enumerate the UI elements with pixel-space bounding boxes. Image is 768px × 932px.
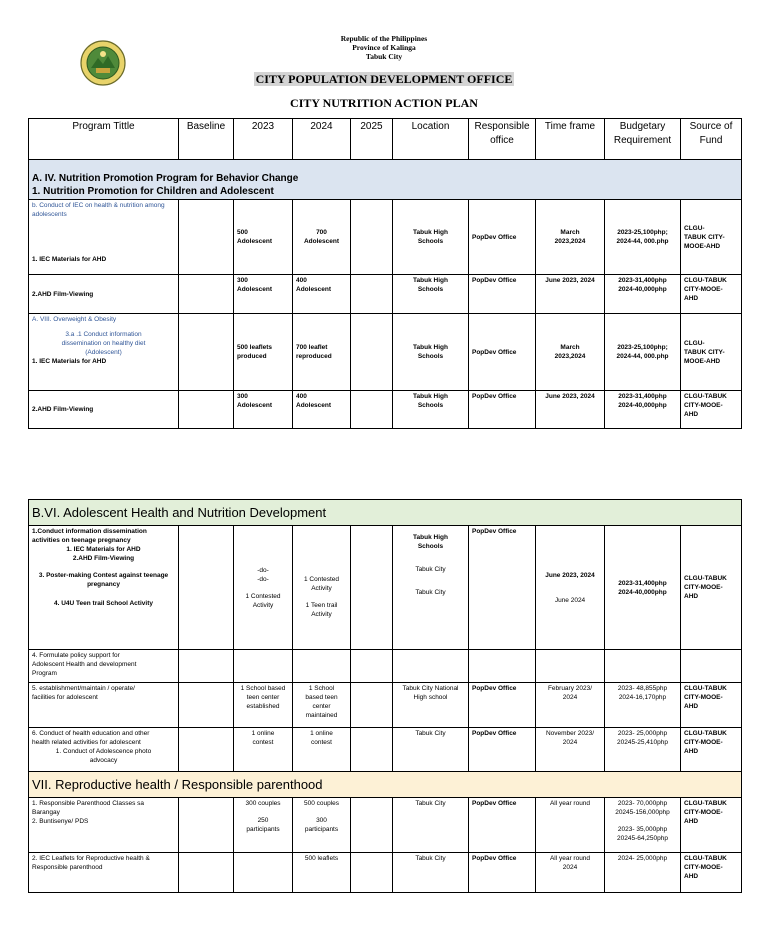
budget-cell — [605, 526, 681, 650]
budget-cell — [605, 798, 681, 853]
time-cell — [536, 526, 605, 650]
v: CLGU- — [684, 339, 705, 347]
section-a-line1: A. IV. Nutrition Promotion Program for Behavior Change — [32, 173, 299, 184]
v: Tabuk High — [413, 393, 448, 400]
v: February 2023/ — [547, 685, 593, 692]
v: CITY-MOOE- — [684, 286, 723, 293]
v: 2023-25,100php; — [617, 229, 668, 236]
v: AHD — [684, 703, 699, 710]
v: 300 — [316, 817, 327, 824]
v: Tabuk City National — [402, 685, 459, 692]
program-sub: b. Conduct of IEC on health & nutrition among adolescents — [32, 202, 165, 218]
v: AHD — [684, 411, 699, 418]
y2025-cell — [351, 200, 393, 275]
v: MOOE-AHD — [684, 242, 721, 250]
v: Responsible parenthood — [32, 864, 103, 871]
v: Schools — [417, 402, 444, 409]
time-cell: June 2023, 2024 — [536, 275, 605, 314]
office-cell: PopDev Office — [469, 526, 536, 650]
v: Adolescent — [296, 402, 332, 409]
v: maintained — [305, 712, 338, 719]
v: 2024-44, 000.php — [616, 238, 669, 245]
y2025-cell — [351, 314, 393, 391]
v: 250 — [257, 817, 269, 824]
location-cell — [393, 650, 469, 683]
baseline-cell — [179, 200, 234, 275]
table-row — [29, 200, 742, 275]
v: AHD — [684, 593, 699, 600]
v: 500 leaflets — [237, 344, 273, 351]
y2023-cell — [234, 853, 293, 893]
location-cell — [393, 683, 469, 728]
v: 5. establishment/maintain / operate/ — [32, 685, 135, 692]
baseline-cell — [179, 798, 234, 853]
v: Tabuk City — [415, 566, 446, 573]
v: November 2023/ — [545, 730, 595, 737]
v: March — [560, 229, 580, 236]
v: June 2023, 2024 — [545, 571, 595, 579]
col-2025: 2025 — [351, 119, 393, 160]
program-cell — [29, 683, 179, 728]
fund-cell — [681, 728, 742, 772]
republic-heading — [0, 34, 768, 61]
y2025-cell — [351, 853, 393, 893]
office-cell: PopDev Office — [469, 798, 536, 853]
v: 1.Conduct information dissemination — [32, 528, 147, 535]
baseline-cell — [179, 391, 234, 429]
program-cell — [29, 650, 179, 683]
v: 2023,2024 — [554, 353, 586, 360]
v: Adolescent — [303, 238, 340, 245]
program-cell — [29, 853, 179, 893]
v: 400 — [296, 393, 307, 400]
v: advocacy — [89, 757, 118, 764]
office-cell: PopDev Office — [469, 275, 536, 314]
baseline-cell — [179, 683, 234, 728]
v: 2023-31,400php — [618, 579, 667, 587]
v: 2.AHD Film-Viewing — [72, 555, 135, 562]
v: contest — [311, 739, 332, 746]
program-sub2 — [32, 330, 175, 357]
v: Tabuk High — [413, 534, 448, 541]
fund-cell — [681, 200, 742, 275]
v: Schools — [417, 286, 444, 293]
v: 1 Teen trail — [305, 601, 338, 609]
v: CLGU-TABUK — [684, 800, 727, 807]
v: health related activities for adolescent — [32, 739, 141, 746]
v: AHD — [684, 295, 699, 302]
fund-cell — [681, 650, 742, 683]
program-cell: 2.AHD Film-Viewing — [29, 275, 179, 314]
section-vii-heading: VII. Reproductive health / Responsible parenthood — [29, 772, 742, 798]
v: 2024 — [562, 864, 578, 871]
fund-cell — [681, 526, 742, 650]
v: 20245-64,250php — [617, 835, 668, 842]
location-cell — [393, 391, 469, 429]
v: contest — [252, 739, 274, 746]
v: Activity — [252, 601, 274, 609]
time-cell — [536, 314, 605, 391]
y2025-cell — [351, 391, 393, 429]
v: Tabuk High — [413, 277, 448, 284]
section-row — [29, 500, 742, 526]
republic-line: Republic of the Philippines — [340, 34, 428, 43]
v: TABUK CITY- — [684, 348, 725, 356]
table-row — [29, 728, 742, 772]
table-row — [29, 526, 742, 650]
v: Adolescent — [237, 286, 273, 293]
location-cell: Tabuk City — [393, 853, 469, 893]
v: 1. Conduct of Adolescence photo — [55, 748, 152, 755]
program-cell — [29, 728, 179, 772]
v: CITY-MOOE- — [684, 584, 723, 591]
y2023-cell — [234, 526, 293, 650]
y2024-cell — [293, 314, 351, 391]
fund-cell — [681, 683, 742, 728]
v: participants — [304, 826, 339, 833]
v: -do- — [257, 566, 269, 574]
v: 700 — [316, 229, 327, 236]
y2024-cell — [293, 200, 351, 275]
v: Adolescent — [237, 402, 273, 409]
v: Barangay — [32, 809, 60, 816]
v: 20245-156,000php — [615, 809, 670, 816]
v: 2024-40,000php — [618, 588, 667, 596]
y2023-cell — [234, 728, 293, 772]
v: teen center — [246, 694, 280, 701]
office-cell — [469, 650, 536, 683]
budget-cell — [605, 650, 681, 683]
v: 2024 — [562, 739, 578, 746]
y2023-cell — [234, 200, 293, 275]
program-title: 1. IEC Materials for AHD — [32, 256, 107, 263]
v: CLGU- — [684, 224, 705, 232]
table-row — [29, 314, 742, 391]
v: AHD — [684, 748, 699, 755]
nutrition-plan-table — [28, 118, 742, 429]
table-row — [29, 391, 742, 429]
v: 6. Conduct of health education and other — [32, 730, 150, 737]
v: established — [246, 703, 280, 710]
v: 2024 — [562, 694, 578, 701]
adolescent-health-table — [28, 499, 742, 893]
v: 2024-40,000php — [618, 402, 667, 409]
col-2023: 2023 — [234, 119, 293, 160]
budget-cell — [605, 683, 681, 728]
y2023-cell — [234, 391, 293, 429]
v: 1 School based — [240, 685, 286, 692]
fund-cell — [681, 275, 742, 314]
v: Tabuk High — [413, 344, 448, 351]
v: 500 — [237, 229, 248, 236]
v: 2023- 35,000php — [617, 826, 668, 833]
col-timeframe: Time frame — [536, 119, 605, 160]
v: 4. Formulate policy support for — [32, 652, 120, 659]
v: 300 — [237, 277, 248, 284]
location-cell — [393, 200, 469, 275]
v: 1 online — [310, 730, 333, 737]
v: Adolescent Health and development — [32, 661, 137, 668]
y2025-cell — [351, 798, 393, 853]
baseline-cell — [179, 728, 234, 772]
v: Schools — [417, 353, 444, 360]
v: Adolescent — [237, 238, 273, 245]
office-cell: PopDev Office — [469, 200, 536, 275]
v: 500 couples — [303, 800, 340, 807]
v: CLGU-TABUK — [684, 277, 727, 284]
v: 300 couples — [245, 800, 281, 807]
y2025-cell — [351, 728, 393, 772]
v: TABUK CITY- — [684, 233, 725, 241]
v: 2023-31,400php — [618, 277, 667, 284]
v: MOOE-AHD — [684, 357, 721, 365]
y2023-cell — [234, 650, 293, 683]
time-cell: All year round — [536, 798, 605, 853]
baseline-cell — [179, 853, 234, 893]
v: Program — [32, 670, 57, 677]
y2024-cell: 500 leaflets — [293, 853, 351, 893]
office-cell: PopDev Office — [469, 853, 536, 893]
y2025-cell — [351, 683, 393, 728]
v: reproduced — [296, 353, 332, 360]
v: Schools — [417, 543, 444, 550]
v: CLGU-TABUK — [684, 730, 727, 737]
section-row — [29, 160, 742, 200]
v: activities on teenage pregnancy — [32, 537, 131, 544]
v: Adolescent — [296, 286, 332, 293]
time-cell — [536, 683, 605, 728]
v: 300 — [237, 393, 248, 400]
v: produced — [237, 353, 267, 360]
y2023-cell — [234, 275, 293, 314]
province-line: Province of Kalinga — [352, 43, 416, 52]
program-cell: 2.AHD Film-Viewing — [29, 391, 179, 429]
col-budget: Budgetary Requirement — [605, 119, 681, 160]
time-cell — [536, 853, 605, 893]
y2023-cell — [234, 683, 293, 728]
y2024-cell — [293, 683, 351, 728]
program-cell — [29, 200, 179, 275]
program-cell — [29, 526, 179, 650]
y2024-cell — [293, 275, 351, 314]
col-2024: 2024 — [293, 119, 351, 160]
v: CITY-MOOE- — [684, 809, 723, 816]
v: AHD — [684, 818, 699, 825]
y2023-cell — [234, 798, 293, 853]
table-row — [29, 650, 742, 683]
v: High school — [413, 694, 448, 701]
v: 2023- 25,000php — [617, 730, 668, 737]
baseline-cell — [179, 275, 234, 314]
section-a-line2: 1. Nutrition Promotion for Children and Adolescent — [32, 186, 274, 197]
office-title — [0, 72, 768, 87]
v: 2. IEC Leaflets for Reproductive health & — [32, 855, 150, 862]
v: 2. Buntisenye/ PDS — [32, 818, 89, 825]
v: 2024-16,170php — [618, 694, 667, 701]
baseline-cell — [179, 650, 234, 683]
table-row — [29, 853, 742, 893]
v: CLGU-TABUK — [684, 685, 727, 692]
v: AHD — [684, 873, 699, 880]
budget-cell — [605, 200, 681, 275]
col-baseline: Baseline — [179, 119, 234, 160]
v: CITY-MOOE- — [684, 402, 723, 409]
header-row — [29, 119, 742, 160]
v: based teen — [305, 694, 338, 701]
v: CITY-MOOE- — [684, 864, 723, 871]
y2025-cell — [351, 275, 393, 314]
section-b-heading: B.VI. Adolescent Health and Nutrition Development — [29, 500, 742, 526]
location-cell: Tabuk City — [393, 798, 469, 853]
v: CLGU-TABUK — [684, 575, 727, 582]
table-row — [29, 798, 742, 853]
office-title-text: CITY POPULATION DEVELOPMENT OFFICE — [255, 72, 513, 86]
budget-cell — [605, 275, 681, 314]
plan-title: CITY NUTRITION ACTION PLAN — [290, 96, 478, 110]
v: 1 School — [308, 685, 335, 692]
budget-cell — [605, 314, 681, 391]
v: (Adolescent) — [85, 349, 122, 356]
v: Activity — [311, 610, 332, 618]
v: All year round — [549, 855, 591, 862]
v: CLGU-TABUK — [684, 855, 727, 862]
v: 3. Poster-making Contest against teenage pregnancy — [38, 572, 169, 588]
fund-cell — [681, 314, 742, 391]
v: dissemination on healthy diet — [61, 340, 146, 347]
v: center — [312, 703, 331, 710]
table-row — [29, 275, 742, 314]
budget-cell — [605, 391, 681, 429]
baseline-cell — [179, 526, 234, 650]
col-office: Responsible office — [469, 119, 536, 160]
city-line: Tabuk City — [365, 52, 403, 61]
v: -do- — [257, 575, 269, 583]
v: 20245-25,410php — [617, 739, 668, 746]
office-cell: PopDev Office — [469, 728, 536, 772]
v: March — [560, 344, 580, 351]
v: 400 — [296, 277, 307, 284]
y2024-cell — [293, 798, 351, 853]
v: 2023-31,400php — [618, 393, 667, 400]
v: 1. IEC Materials for AHD — [66, 546, 141, 553]
y2024-cell — [293, 650, 351, 683]
y2024-cell — [293, 728, 351, 772]
v: Tabuk City — [415, 589, 446, 596]
v: CLGU-TABUK — [684, 393, 727, 400]
time-cell: June 2023, 2024 — [536, 391, 605, 429]
col-program: Program Tittle — [29, 119, 179, 160]
y2023-cell — [234, 314, 293, 391]
baseline-cell — [179, 314, 234, 391]
budget-cell: 2024- 25,000php — [605, 853, 681, 893]
office-cell: PopDev Office — [469, 391, 536, 429]
fund-cell — [681, 391, 742, 429]
budget-cell — [605, 728, 681, 772]
time-cell — [536, 200, 605, 275]
v: Activity — [311, 584, 332, 592]
office-cell: PopDev Office — [469, 683, 536, 728]
y2024-cell — [293, 391, 351, 429]
time-cell — [536, 728, 605, 772]
fund-cell — [681, 853, 742, 893]
v: 2024-40,000php — [618, 286, 667, 293]
program-cell — [29, 314, 179, 391]
location-cell — [393, 314, 469, 391]
program-title: 1. IEC Materials for AHD — [32, 358, 107, 365]
fund-cell — [681, 798, 742, 853]
v: June 2024 — [554, 596, 586, 604]
v: facilities for adolescent — [32, 694, 98, 701]
v: participants — [246, 826, 280, 833]
col-fund: Source of Fund — [681, 119, 742, 160]
col-location: Location — [393, 119, 469, 160]
v: CITY-MOOE- — [684, 694, 723, 701]
v: Tabuk High — [413, 229, 448, 236]
location-cell — [393, 526, 469, 650]
v: 2023- 70,000php — [617, 800, 668, 807]
v: 1. Responsible Parenthood Classes sa — [32, 800, 145, 807]
v: CITY-MOOE- — [684, 739, 723, 746]
v: 1 Contested — [303, 575, 340, 583]
v: 4. U4U Teen trail School Activity — [54, 600, 153, 607]
v: 700 leaflet — [296, 344, 328, 351]
location-cell: Tabuk City — [393, 728, 469, 772]
y2024-cell — [293, 526, 351, 650]
v: 2024-44, 000.php — [616, 353, 669, 360]
v: 2023-25,100php; — [617, 344, 668, 351]
program-cell — [29, 798, 179, 853]
v: 2023,2024 — [554, 238, 586, 245]
v: 3.a .1 Conduct information — [65, 331, 142, 338]
v: 1 online — [251, 730, 275, 737]
v: 2023- 48,855php — [617, 685, 668, 692]
office-cell: PopDev Office — [469, 314, 536, 391]
y2025-cell — [351, 650, 393, 683]
time-cell — [536, 650, 605, 683]
section-row — [29, 772, 742, 798]
location-cell — [393, 275, 469, 314]
section-a-heading — [29, 160, 742, 200]
v: 1 Contested — [245, 592, 281, 600]
program-sub: A. VIII. Overweight & Obesity — [32, 316, 117, 323]
y2025-cell — [351, 526, 393, 650]
table-row — [29, 683, 742, 728]
v: Schools — [417, 238, 444, 245]
